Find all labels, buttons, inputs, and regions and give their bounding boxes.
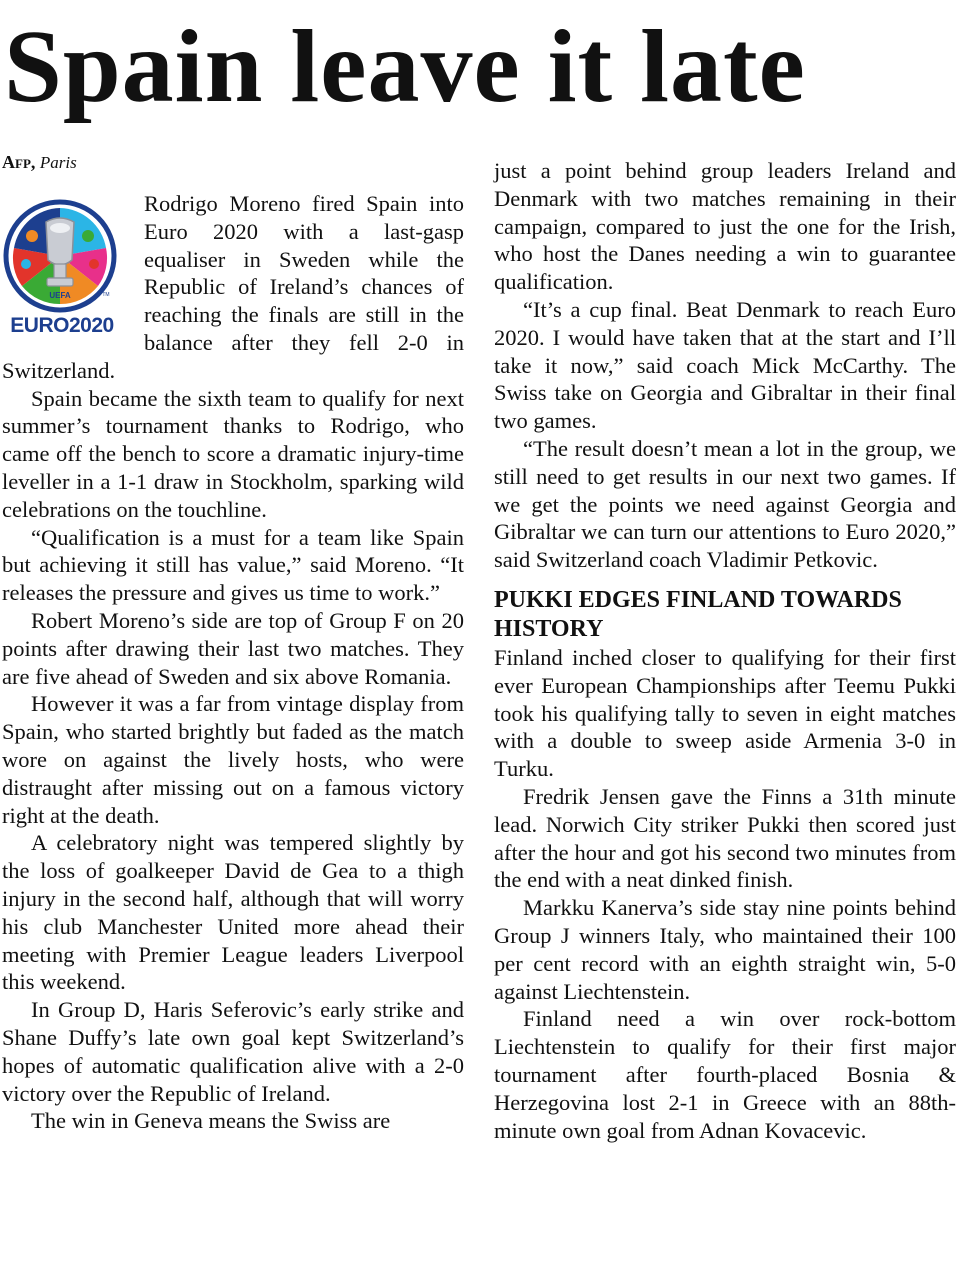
- article-paragraph: “The result doesn’t mean a lot in the group, we still need to get results in our next two games. If we get the points we need against Georgia and Gibraltar we can turn our attentions to Euro 2020,” said Switzerland coach Vladimir Petkovic.: [494, 435, 956, 573]
- euro-2020-logo-icon: [2, 198, 132, 338]
- article-paragraph: In Group D, Haris Seferovic’s early strike and Shane Duffy’s late own goal kept Switzerland’s hopes of automatic qualification alive with a 2-0 victory over the Republic of Ireland.: [2, 997, 464, 1106]
- article-paragraph: “Qualification is a must for a team like Spain but achieving it still has value,” said Moreno. “It releases the pressure and gives us time to work.”: [2, 524, 464, 606]
- article-paragraph: “It’s a cup final. Beat Denmark to reach Euro 2020. I would have taken that at the start and I’ll take it now,” said coach Mick McCarthy. The Swiss take on Georgia and Gibraltar in their final two games.: [494, 296, 956, 434]
- subheading: PUKKI EDGES FINLAND TOWARDS HISTORY: [494, 586, 902, 642]
- logo-tm-text: TM: [102, 292, 110, 298]
- article-paragraph: Spain became the sixth team to qualify for next summer’s tournament thanks to Rodrigo, who came off the bench to score a dramatic injury-time leveller in a 1-1 draw in Stockholm, sparking wild celebrations on the touchline.: [2, 385, 464, 522]
- article-paragraph: Markku Kanerva’s side stay nine points behind Group J winners Italy, who maintained their 100 per cent record with an eighth straight win, 5-0 against Liechtenstein.: [494, 895, 956, 1004]
- byline-place: Paris: [39, 153, 77, 172]
- article-paragraph: Robert Moreno’s side are top of Group F on 20 points after drawing their last two matches. They are five ahead of Sweden and six above Romania.: [2, 607, 464, 689]
- article-paragraph: However it was a far from vintage display from Spain, who started brightly but faded as the match wore on against the lively hosts, who were distraught after missing out on a famous victory right at the death.: [2, 691, 464, 828]
- article-paragraph: The win in Geneva means the Swiss are: [31, 1108, 391, 1134]
- article-paragraph: Finland need a win over rock-bottom Liechtenstein to qualify for their first major tournament after fourth-placed Bosnia & Herzegovina lost 2-1 in Greece with an 88th-minute own goal from Adnan Kovacevic.: [494, 1006, 956, 1143]
- left-column: [2, 150, 464, 1135]
- article-paragraph: Finland inched closer to qualifying for their first ever European Championships after Teemu Pukki took his qualifying tally to seven in eight matches with a double to sweep aside Armenia 3-0 in Turku.: [494, 644, 956, 782]
- article-paragraph: just a point behind group leaders Ireland and Denmark with two matches remaining in their campaign, compared to just the one for the Irish, who host the Danes needing a win to guarantee qualification.: [494, 158, 956, 295]
- article-paragraph: Rodrigo Moreno fired Spain into Euro 2020 with a last-gasp equaliser in Sweden while the Republic of Ireland’s chances of reaching the finals are still in the balance after they fell 2-0 in Switzerland.: [2, 191, 464, 383]
- logo-euro2020-text: EURO2020: [10, 314, 114, 337]
- byline: [2, 150, 464, 174]
- article-paragraph: Fredrik Jensen gave the Finns a 31th minute lead. Norwich City striker Pukki then scored just after the hour and got his second two minutes from the end with a neat dinked finish.: [494, 783, 956, 893]
- headline: Spain leave it late: [4, 9, 806, 124]
- logo-uefa-text: UEFA: [49, 291, 71, 300]
- right-column: [494, 157, 956, 1144]
- article-paragraph: A celebratory night was tempered slightly by the loss of goalkeeper David de Gea to a thigh injury in the second half, although that will worry his club Manchester United more ahead their meeting with Premier League leaders Liverpool this weekend.: [2, 830, 464, 995]
- euro-2020-logo: [2, 198, 132, 338]
- byline-agency: Afp,: [2, 152, 36, 172]
